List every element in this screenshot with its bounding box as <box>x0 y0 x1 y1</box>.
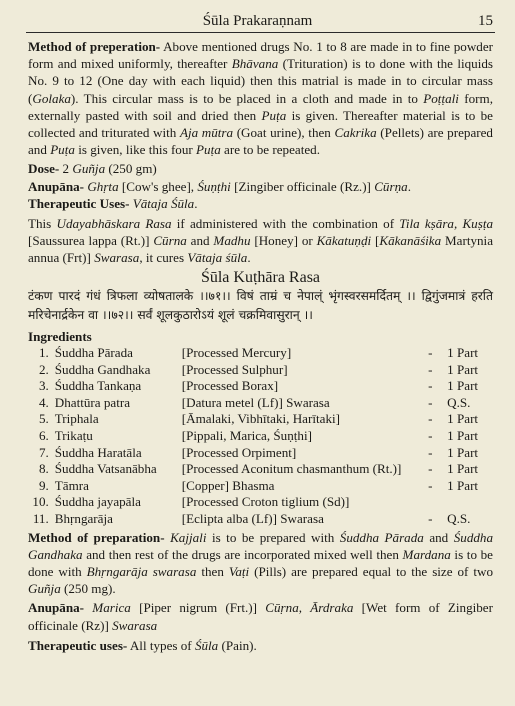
ingredient-description: [Copper] Bhasma <box>181 477 275 493</box>
ingredient-dash: - <box>428 444 433 460</box>
text: (250 mg). <box>60 581 116 597</box>
text: are to be repeated. <box>220 142 320 158</box>
ingredient-dash: - <box>428 428 433 444</box>
text: (250 gm) <box>105 161 157 177</box>
anupana-label: Anupāna- <box>28 600 85 616</box>
text: All types of <box>127 637 195 653</box>
term: Kākanāśika <box>379 233 442 249</box>
ingredient-name: Śuddha Haratāla <box>54 444 142 460</box>
ingredient-description: [Pippali, Marica, Śuṇṭhi] <box>181 428 312 444</box>
ingredient-quantity: 1 Part <box>447 378 479 394</box>
text: Martynia annua (Frt)] <box>28 233 494 266</box>
term: Ghṛta <box>87 178 119 194</box>
ingredient-dash: - <box>428 345 433 361</box>
anupana-label: Anupāna- <box>28 178 85 194</box>
term: Aja mūtra <box>179 125 234 141</box>
uses-label: Therapeutic uses- <box>28 637 128 653</box>
ingredients-heading: Ingredients <box>28 328 92 344</box>
text: if administered with the combination of <box>171 216 400 232</box>
uses-label: Therapeutic Uses- <box>28 195 130 211</box>
ingredient-row <box>28 478 493 495</box>
text: , it cures <box>139 250 188 266</box>
ingredient-name: Śuddha Tankaṇa <box>54 378 142 394</box>
ingredient-row <box>28 411 493 428</box>
text: (Goat urine), then <box>233 125 335 141</box>
text: is given, like this four <box>74 142 197 158</box>
ingredient-description: [Āmalaki, Vibhītaki, Harītaki] <box>181 411 340 427</box>
ingredient-name: Śuddha jayapāla <box>54 494 141 510</box>
dose-line <box>28 160 493 177</box>
text: . <box>407 178 411 194</box>
ingredient-quantity: 1 Part <box>447 444 479 460</box>
term: Kākatuṇḍi <box>316 233 372 249</box>
term: Swarasa <box>112 617 158 633</box>
ingredient-description: [Processed Croton tiglium (Sd)] <box>181 494 350 510</box>
udaya-paragraph <box>28 215 493 267</box>
ingredient-name: Śuddha Vatsanābha <box>54 461 157 477</box>
ingredient-number: 8. <box>38 461 49 477</box>
ingredient-dash: - <box>428 411 433 427</box>
text: is given. Thereafter material is to be collected and triturated with <box>28 107 493 141</box>
section-heading: Śūla Kuṭhāra Rasa <box>200 268 321 286</box>
ingredient-quantity: 1 Part <box>447 411 479 427</box>
term: Vātaja Śūla <box>132 195 195 211</box>
term: Śuṇṭhi <box>197 178 231 194</box>
ingredient-description: [Datura metel (Lf)] Swarasa <box>181 394 330 410</box>
text: form, externally pasted with soil and dried then <box>28 90 493 123</box>
ingredient-dash <box>413 494 447 511</box>
term: Poṭṭali <box>423 90 459 106</box>
ingredient-name: Dhattūra patra <box>54 394 131 410</box>
ingredient-row <box>28 445 493 462</box>
page-content <box>28 38 493 654</box>
ingredient-number: 6. <box>38 428 49 444</box>
ingredient-description: [Processed Aconitum chasmanthum (Rt.)] <box>181 461 402 477</box>
ingredient-row <box>28 345 493 362</box>
ingredient-number: 2. <box>38 361 49 377</box>
ingredient-quantity: Q.S. <box>447 510 471 526</box>
ingredient-dash: - <box>428 477 433 493</box>
ingredient-row <box>28 395 493 412</box>
ingredient-number: 7. <box>38 444 49 460</box>
ingredient-name: Trikaṭu <box>54 428 93 444</box>
method-label-2: Method of preparation- <box>28 529 165 545</box>
ingredient-number: 4. <box>38 394 49 410</box>
term: Cūṛna, Ārdraka <box>265 600 354 616</box>
text: (Pills) are prepared equal to the size of two <box>249 563 494 579</box>
ingredient-number: 9. <box>38 477 49 493</box>
term: Udayabhāskara Rasa <box>56 216 172 232</box>
ingredient-description: [Processed Sulphur] <box>181 361 288 377</box>
text: 2 <box>59 161 73 177</box>
ingredient-number: 1. <box>38 345 49 361</box>
ingredient-row <box>28 461 493 478</box>
ingredient-name: Bhṛngarāja <box>54 510 113 526</box>
ingredient-description: [Eclipta alba (Lf)] Swarasa <box>181 510 324 526</box>
term: Vātaja śūla <box>187 250 248 266</box>
ingredient-quantity: Q.S. <box>447 394 471 410</box>
ingredient-description: [Processed Borax] <box>181 378 279 394</box>
ingredient-description: [Processed Mercury] <box>181 345 292 361</box>
term: Golaka <box>32 90 71 106</box>
term: Puṭa <box>196 142 221 158</box>
text: [Cow's ghee], <box>118 178 198 194</box>
ingredient-number: 3. <box>38 378 49 394</box>
term: Puṭa <box>261 107 287 123</box>
text: [Saussurea lappa (Rt.)] <box>28 233 154 249</box>
text: and then rest of the drugs are incorporated mixed well then <box>82 546 403 562</box>
ingredient-dash: - <box>428 378 433 394</box>
text: (Pellets) are prepared and <box>28 125 493 158</box>
text: This <box>28 216 57 232</box>
page-number: 15 <box>478 13 493 29</box>
ingredient-quantity: 1 Part <box>447 345 479 361</box>
text: ). This circular mass is to be placed in a cloth and made in to <box>70 90 424 106</box>
term: Tila kṣāra, Kuṣṭa <box>399 216 494 232</box>
ingredient-row <box>28 378 493 395</box>
text: . <box>194 195 198 211</box>
ingredient-quantity <box>447 494 493 511</box>
ingredient-number: 5. <box>38 411 49 427</box>
sanskrit-verse: टंकण पारदं गंधं त्रिफला व्योषतालके ।।७१।। विषं ताम्रं च नेपाल्ं भृंगस्वरसमर्दितम् ।। द्विगुंजमात्रं हरति मरिचेनार्द्रकेन वा ।।७२।। सर्वं शूलकुठारोऽयं शूलं चक्रमिवासुरान् ।। <box>28 288 493 322</box>
ingredient-dash: - <box>428 461 433 477</box>
text: [Piper nigrum (Frt.)] <box>130 600 266 616</box>
text: (Trituration) is to done with the liquids No. 9 to 12 (One day with each liquid) then this matrial is made in to circular mass ( <box>28 56 493 106</box>
method-paragraph-2 <box>28 529 493 598</box>
term: Vaṭi <box>228 563 250 579</box>
term: Śūla <box>194 637 219 653</box>
ingredient-name: Śuddha Pārada <box>54 345 133 361</box>
ingredient-row <box>28 362 493 379</box>
term: Bhāvana <box>231 56 279 72</box>
term: Mardana <box>402 546 451 562</box>
ingredient-number: 11. <box>32 510 49 526</box>
text: [Honey] or <box>250 233 317 249</box>
text: and <box>186 233 214 249</box>
ingredient-quantity: 1 Part <box>447 428 479 444</box>
term: Marica <box>92 600 131 616</box>
anupana-line-2 <box>28 599 493 633</box>
ingredients-table <box>28 345 493 528</box>
ingredient-quantity: 1 Part <box>447 361 479 377</box>
text: [Zingiber officinale (Rz.)] <box>230 178 375 194</box>
text: and <box>423 529 454 545</box>
ingredient-row <box>28 494 493 511</box>
method-paragraph-1 <box>28 38 493 158</box>
term: Puṭa <box>50 142 75 158</box>
ingredient-name: Tāmra <box>54 477 89 493</box>
running-title: Śūla Prakaraṇnam <box>202 13 313 29</box>
ingredient-dash: - <box>428 361 433 377</box>
text: is to be prepared with <box>206 529 340 545</box>
page-header <box>0 8 515 30</box>
ingredient-quantity: 1 Part <box>447 477 479 493</box>
dose-label: Dose- <box>28 161 60 177</box>
ingredient-name: Śuddha Gandhaka <box>54 361 151 377</box>
term: Cūrṇa <box>374 178 408 194</box>
term: Śuddha Pārada <box>339 529 424 545</box>
term: Śuddha Gandhaka <box>28 529 493 562</box>
term: Cūrna <box>153 233 187 249</box>
uses-line-1 <box>28 195 493 212</box>
text: then <box>196 563 229 579</box>
term: Guñja <box>72 161 106 177</box>
term: Guñja <box>28 581 61 597</box>
text: is to be done with <box>28 546 493 579</box>
ingredient-dash: - <box>428 394 433 410</box>
ingredient-row <box>28 428 493 445</box>
ingredient-description: [Processed Orpiment] <box>181 444 297 460</box>
ingredient-number: 10. <box>32 494 49 510</box>
text: Above mentioned drugs No. 1 to 8 are made in to fine powder form and mixed uniformly, thereafter <box>28 39 493 72</box>
term: Madhu <box>213 233 251 249</box>
text: [Wet form of Zingiber officinale (Rz)] <box>28 600 493 633</box>
term: Cakrika <box>334 125 377 141</box>
ingredient-dash: - <box>428 510 433 526</box>
anupana-line-1 <box>28 178 493 195</box>
header-rule <box>26 32 495 33</box>
text: . <box>247 250 251 266</box>
ingredient-name: Triphala <box>54 411 99 427</box>
uses-line-2 <box>28 637 493 654</box>
ingredient-quantity: 1 Part <box>447 461 479 477</box>
term: Bhṛngarāja swarasa <box>86 563 197 579</box>
method-label-1: Method of preperation- <box>28 39 161 54</box>
term: Swarasa <box>94 250 140 266</box>
text: (Pain). <box>218 637 257 653</box>
term: Kajjali <box>170 529 207 545</box>
ingredient-row <box>28 511 493 528</box>
text: [ <box>371 233 380 249</box>
